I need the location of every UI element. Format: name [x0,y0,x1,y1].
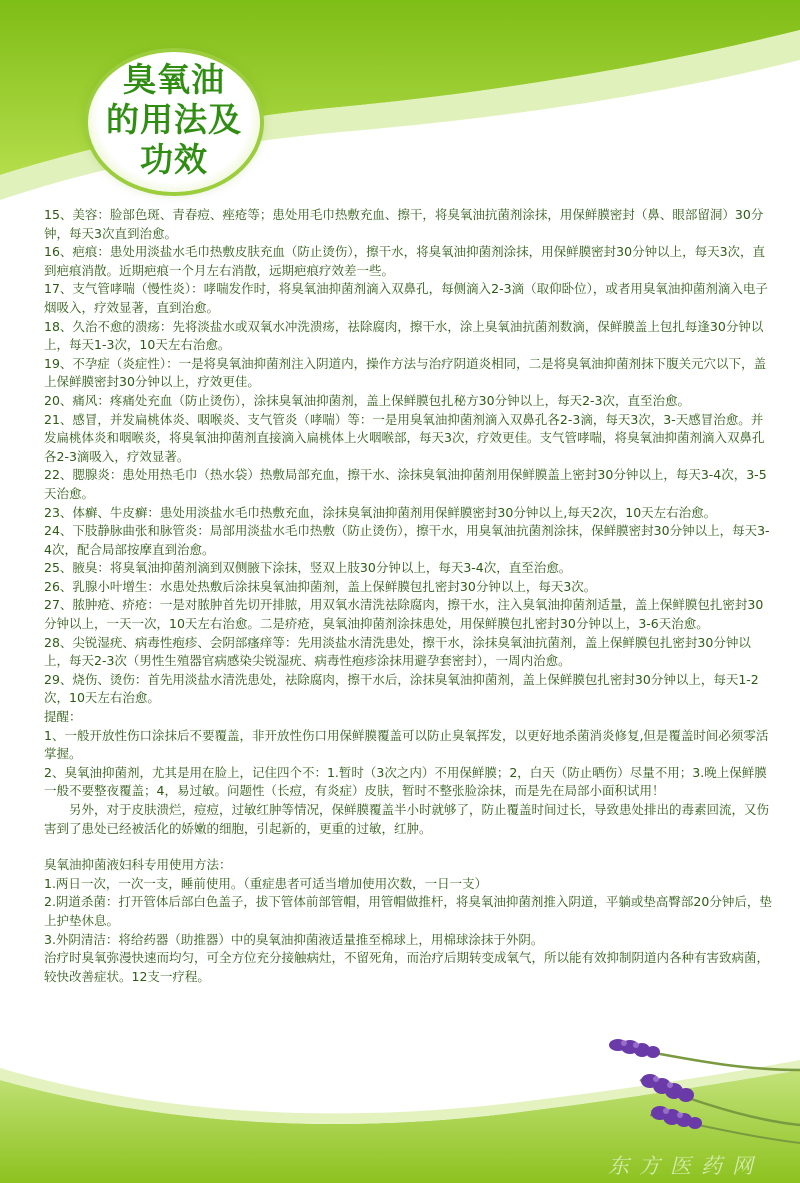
treatment-item-28: 28、尖锐湿疣、病毒性疱疹、会阴部瘙痒等：先用淡盐水清洗患处，擦干水，涂抹臭氧油抗菌剂，盖上保鲜膜包扎密封30分钟以上，每天2-3次（男性生殖器官病感染尖锐湿疣、病毒性疱疹涂抹用避孕套密封），一周内治愈。 [44,634,751,669]
reminder-heading: 提醒： [44,709,82,725]
reminder-point-1: 1、一般开放性伤口涂抹后不要覆盖，非开放性伤口用保鲜膜覆盖可以防止臭氧挥发，以更好地杀菌消炎修复,但是覆盖时间必须零活掌握。 [44,727,769,762]
treatment-item-26: 26、乳腺小叶增生：水患处热敷后涂抹臭氧油抑菌剂，盖上保鲜膜包扎密封30分钟以上，每天3次。 [44,578,597,594]
treatment-item-19: 19、不孕症（炎症性）：一是将臭氧油抑菌剂注入阴道内，操作方法与治疗阴道炎相同，二是将臭氧油抑菌剂抹下腹关元穴以下，盖上保鲜膜密封30分钟以上，疗效更佳。 [44,355,767,390]
title-line-2: 的用法及 [106,100,242,139]
title-line-1: 臭氧油 [123,60,225,99]
section-spacer [44,838,772,856]
title-line-3: 功效 [140,140,208,179]
treatment-item-21: 21、感冒，并发扁桃体炎、咽喉炎、支气管炎（哮喘）等：一是用臭氧油抑菌剂滴入双鼻孔各2-3滴，每天3次，3-天感冒治愈。并发扁桃体炎和咽喉炎，将臭氧油抑菌剂直接滴入扁桃体上火咽喉部，每天3次，疗效更佳。支气管哮喘，将臭氧油抑菌剂滴入双鼻孔各2-3滴吸入，疗效显著。 [44,411,765,464]
treatment-item-29: 29、烧伤、烫伤：首先用淡盐水清洗患处，祛除腐肉，擦干水后，涂抹臭氧油抑菌剂，盖上保鲜膜包扎密封30分钟以上，每天1-2次，10天左右治愈。 [44,671,759,706]
reminder-note: 另外，对于皮肤溃烂，痘痘，过敏红肿等情况，保鲜膜覆盖半小时就够了，防止覆盖时间过长，导致患处排出的毒素回流，又伤害到了患处已经被活化的娇嫩的细胞，引起新的，更重的过敏，红肿。 [44,802,770,836]
treatment-item-20: 20、痛风：疼痛处充血（防止烫伤），涂抹臭氧油抑菌剂，盖上保鲜膜包扎秘方30分钟以上，每天2-3次，直至治愈。 [44,392,690,408]
page-title [88,60,260,180]
treatment-item-16: 16、疤痕：患处用淡盐水毛巾热敷皮肤充血（防止烫伤），擦干水，将臭氧油抑菌剂涂抹，用保鲜膜密封30分钟以上，每天3次，直到疤痕消散。近期疤痕一个月左右消散，远期疤痕疗效差一些。 [44,244,766,278]
treatment-item-24: 24、下肢静脉曲张和脉管炎：局部用淡盐水毛巾热敷（防止烫伤），擦干水，用臭氧油抗菌剂涂抹，保鲜膜密封30分钟以上，每天3-4次，配合局部按摩直到治愈。 [44,523,770,557]
treatment-item-25: 25、腋臭：将臭氧油抑菌剂滴到双侧腋下涂抹，竖双上肢30分钟以上，每天3-4次，直至治愈。 [44,560,572,576]
lavender-flowers-image [600,1025,800,1155]
reminder-point-2: 2、臭氧油抑菌剂，尤其是用在脸上，记住四个不：1.暂时（3次之内）不用保鲜膜；2，白天（防止晒伤）尽量不用；3.晚上保鲜膜一般不要整夜覆盖；4，易过敏。问题性（长痘，有炎症）皮肤，暂时不整张脸涂抹，而是先在局部小面积试用！ [44,764,767,799]
gyn-step-1: 1.两日一次，一次一支，睡前使用。（重症患者可适当增加使用次数，一日一支） [44,875,488,891]
watermark-text: 东方医药网 [608,1154,763,1178]
treatment-item-15: 15、美容：脸部色斑、青春痘、痤疮等；患处用毛巾热敷充血、擦干，将臭氧油抗菌剂涂抹，用保鲜膜密封（鼻、眼部留洞）30分钟，每天3次直到治愈。 [44,207,764,241]
treatment-item-18: 18、久治不愈的溃疡：先将淡盐水或双氧水冲洗溃疡，祛除腐肉，擦干水，涂上臭氧油抗菌剂数滴，保鲜膜盖上包扎每逢30分钟以上，每天1-3次，10天左右治愈。 [44,318,764,353]
gyn-step-3: 3.外阴清洁：将给药器（助推器）中的臭氧油抑菌液适量推至棉球上，用棉球涂抹于外阴。 [44,931,544,947]
treatment-item-22: 22、腮腺炎：患处用热毛巾（热水袋）热敷局部充血，擦干水、涂抹臭氧油抑菌剂用保鲜膜盖上密封30分钟以上，每天3-4次，3-5天治愈。 [44,467,767,501]
gyn-heading: 臭氧油抑菌液妇科专用使用方法： [44,857,232,873]
treatment-item-17: 17、支气管哮喘（慢性炎）：哮喘发作时，将臭氧油抑菌剂滴入双鼻孔，每侧滴入2-3滴（取仰卧位），或者用臭氧油抑菌剂滴入电子烟吸入，疗效显著，直到治愈。 [44,281,768,315]
gyn-closing: 治疗时臭氧弥漫快速而均匀，可全方位充分接触病灶，不留死角，而治疗后期转变成氧气，所以能有效抑制阴道内各种有害致病菌，较快改善症状。12支一疗程。 [44,950,770,984]
gyn-step-2: 2.阴道杀菌：打开管体后部白色盖子，拔下管体前部管帽，用管帽做推杆，将臭氧油抑菌剂推入阴道，平躺或垫高臀部20分钟后，垫上护垫休息。 [44,894,772,928]
treatment-item-27: 27、脓肿疮、疥疮：一是对脓肿首先切开排脓，用双氧水清洗祛除腐肉，擦干水，注入臭氧油抑菌剂适量，盖上保鲜膜包扎密封30分钟以上，一天一次，10天左右治愈。二是疥疮，臭氧油抑菌剂涂抹患处，用保鲜膜包扎密封30分钟以上，3-6天治愈。 [44,597,764,632]
treatment-item-23: 23、体癣、牛皮癣：患处用淡盐水毛巾热敷充血，涂抹臭氧油抑菌剂用保鲜膜密封30分钟以上,每天2次，10天左右治愈。 [44,504,717,520]
article-body [44,206,772,986]
